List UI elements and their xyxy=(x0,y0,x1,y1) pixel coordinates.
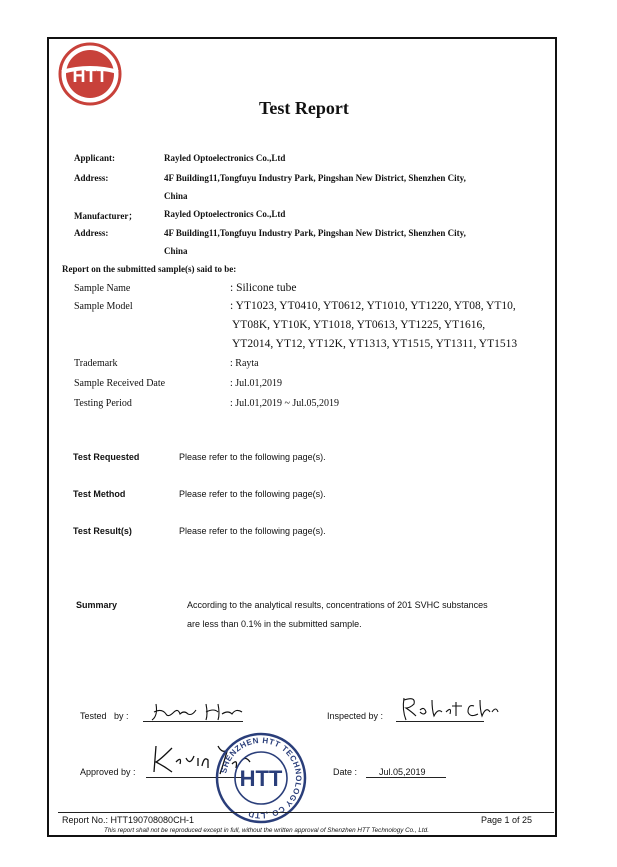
manufacturer-value: Rayled Optoelectronics Co.,Ltd xyxy=(164,209,286,219)
testing-period-label: Testing Period xyxy=(74,398,132,409)
summary-label: Summary xyxy=(76,600,118,610)
test-requested-value: Please refer to the following page(s). xyxy=(179,452,326,462)
testing-period-value: : Jul.01,2019 ~ Jul.05,2019 xyxy=(230,398,340,409)
sample-model-label: Sample Model xyxy=(74,301,133,312)
sample-model-line1: : YT1023, YT0410, YT0612, YT1010, YT1220, YT08, YT10, xyxy=(230,300,516,312)
company-stamp xyxy=(214,731,308,825)
report-intro: Report on the submitted sample(s) said to be: xyxy=(62,264,237,274)
trademark-value: : Rayta xyxy=(230,358,259,369)
test-method-label: Test Method xyxy=(73,489,126,499)
summary-line2: are less than 0.1% in the submitted sample. xyxy=(187,619,362,629)
test-results-label: Test Result(s) xyxy=(73,526,132,536)
received-date-label: Sample Received Date xyxy=(74,378,166,389)
manufacturer-address-line2: China xyxy=(164,246,188,256)
footer-disclaimer: This report shall not be reproduced except in full, without the written approval of Shenzhen HTT Technology Co., Ltd. xyxy=(104,827,429,834)
inspected-by-signature xyxy=(398,694,502,724)
trademark-label: Trademark xyxy=(74,358,118,369)
sample-model-line3: YT2014, YT12, YT12K, YT1313, YT1515, YT1311, YT1513 xyxy=(232,338,518,350)
footer-divider xyxy=(58,812,554,813)
applicant-label: Applicant: xyxy=(74,153,116,163)
summary-line1: According to the analytical results, concentrations of 201 SVHC substances xyxy=(187,600,488,610)
logo-text: HTT xyxy=(72,66,108,86)
applicant-address-line1: 4F Building11,Tongfuyu Industry Park, Pingshan New District, Shenzhen City, xyxy=(164,173,466,183)
sample-model-line2: YT08K, YT10K, YT1018, YT0613, YT1225, YT1616, xyxy=(232,319,486,331)
sample-name-value: : Silicone tube xyxy=(230,282,297,294)
sample-name-label: Sample Name xyxy=(74,283,131,294)
approved-by-label: Approved by : xyxy=(80,767,136,777)
received-date-value: : Jul.01,2019 xyxy=(230,378,282,389)
manufacturer-address-line1: 4F Building11,Tongfuyu Industry Park, Pingshan New District, Shenzhen City, xyxy=(164,228,466,238)
test-method-value: Please refer to the following page(s). xyxy=(179,489,326,499)
report-number: Report No.: HTT190708080CH-1 xyxy=(62,815,195,825)
manufacturer-address-label: Address: xyxy=(74,228,109,238)
page-title: Test Report xyxy=(259,98,349,118)
stamp-ring-text: SHENZHEN HTT TECHNOLOGY CO.,LTD xyxy=(219,735,304,821)
date-line xyxy=(366,777,446,778)
test-results-value: Please refer to the following page(s). xyxy=(179,526,326,536)
test-requested-label: Test Requested xyxy=(73,452,140,462)
htt-logo xyxy=(58,42,122,106)
applicant-address-line2: China xyxy=(164,191,188,201)
tested-by-signature xyxy=(148,700,248,724)
date-value: Jul.05,2019 xyxy=(379,767,426,777)
stamp-center-text: HTT xyxy=(239,766,283,791)
tested-by-label: Tested by : xyxy=(80,711,129,721)
applicant-value: Rayled Optoelectronics Co.,Ltd xyxy=(164,153,286,163)
inspected-by-label: Inspected by : xyxy=(327,711,384,721)
manufacturer-label: Manufacturer； xyxy=(74,211,138,221)
applicant-address-label: Address: xyxy=(74,173,109,183)
page-number: Page 1 of 25 xyxy=(481,815,533,825)
date-label: Date : xyxy=(333,767,358,777)
